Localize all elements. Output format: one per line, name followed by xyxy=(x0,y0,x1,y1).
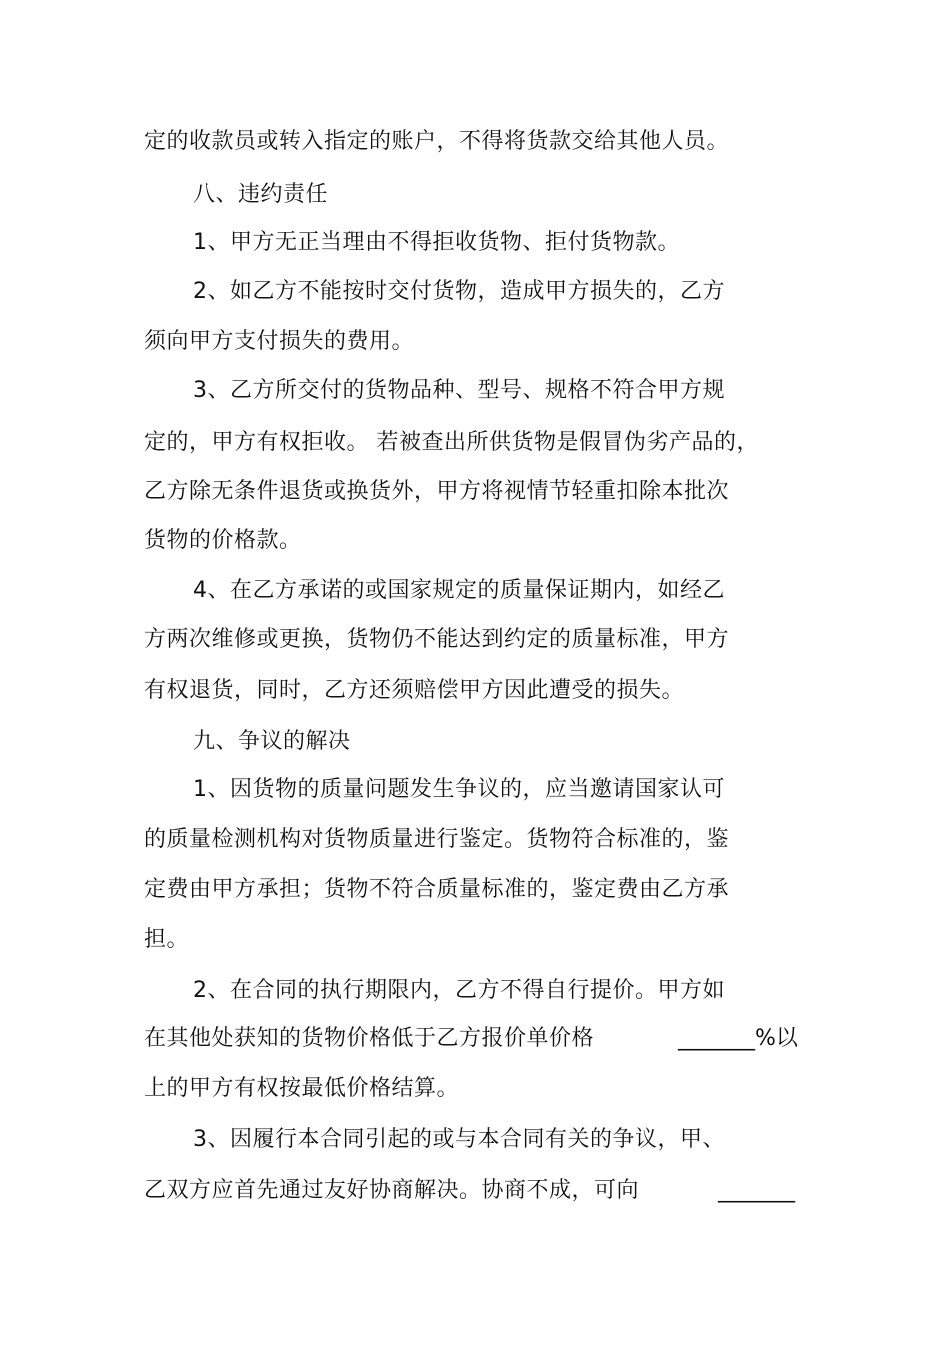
court-blank-field: _______ xyxy=(718,1178,795,1203)
section-heading-disputes: 九、争议的解决 xyxy=(193,729,351,754)
paragraph-line: 3、乙方所交付的货物品种、型号、规格不符合甲方规 xyxy=(193,378,725,403)
paragraph-line: 乙双方应首先通过友好协商解决。协商不成，可向 xyxy=(144,1178,640,1203)
paragraph-line: 2、在合同的执行期限内，乙方不得自行提价。甲方如 xyxy=(193,978,725,1003)
paragraph-line: 货物的价格款。 xyxy=(144,528,302,553)
paragraph-line: 1、甲方无正当理由不得拒收货物、拒付货物款。 xyxy=(193,230,680,255)
paragraph-line: 方两次维修或更换，货物仍不能达到约定的质量标准，甲方 xyxy=(144,627,730,652)
paragraph-line: 定的收款员或转入指定的账户，不得将货款交给其他人员。 xyxy=(144,129,730,154)
paragraph-line: 上的甲方有权按最低价格结算。 xyxy=(144,1076,460,1101)
paragraph-line: 的质量检测机构对货物质量进行鉴定。货物符合标准的，鉴 xyxy=(144,827,730,852)
paragraph-line: 定费由甲方承担；货物不符合质量标准的，鉴定费由乙方承 xyxy=(144,877,730,902)
paragraph-line: 3、因履行本合同引起的或与本合同有关的争议，甲、 xyxy=(193,1127,725,1152)
paragraph-line: 有权退货，同时，乙方还须赔偿甲方因此遭受的损失。 xyxy=(144,678,685,703)
paragraph-line: 2、如乙方不能按时交付货物，造成甲方损失的，乙方 xyxy=(193,279,725,304)
paragraph-line: 1、因货物的质量问题发生争议的，应当邀请国家认可 xyxy=(193,777,725,802)
paragraph-line: 乙方除无条件退货或换货外，甲方将视情节轻重扣除本批次 xyxy=(144,479,730,504)
percent-blank-field: _______%以 xyxy=(678,1026,798,1051)
paragraph-line: 在其他处获知的货物价格低于乙方报价单价格 xyxy=(144,1026,595,1051)
section-heading-breach: 八、违约责任 xyxy=(193,182,329,207)
paragraph-line: 4、在乙方承诺的或国家规定的质量保证期内，如经乙 xyxy=(193,578,725,603)
paragraph-line: 定的，甲方有权拒收。 若被查出所供货物是假冒伪劣产品的， xyxy=(144,430,759,455)
paragraph-line: 须向甲方支付损失的费用。 xyxy=(144,329,415,354)
paragraph-line: 担。 xyxy=(144,927,190,952)
